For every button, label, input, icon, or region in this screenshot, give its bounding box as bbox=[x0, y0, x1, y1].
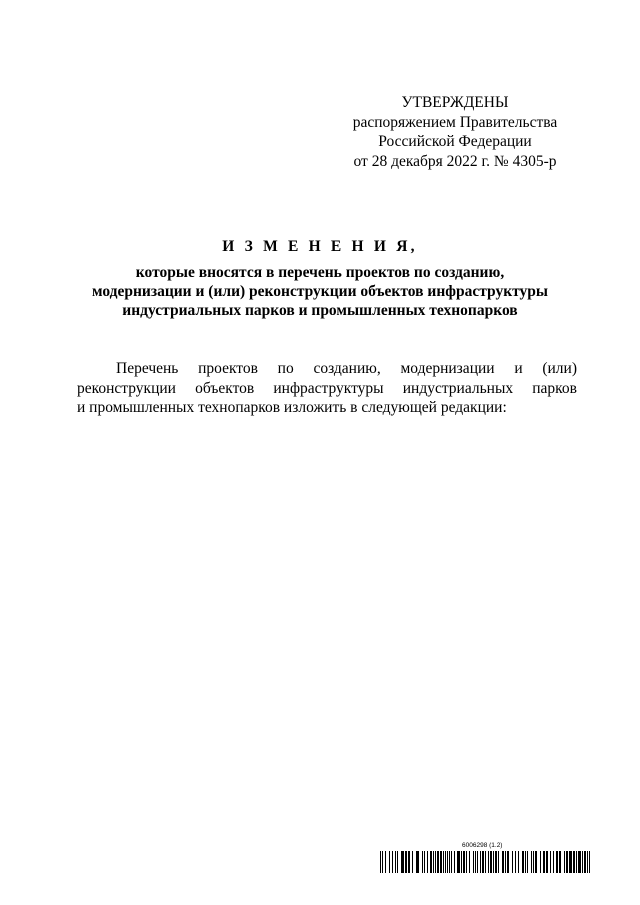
body-line-1: Перечень проектов по созданию, модернизации и (или) bbox=[116, 360, 577, 377]
approval-heading: УТВЕРЖДЕНЫ bbox=[401, 94, 509, 111]
approval-block bbox=[340, 93, 570, 171]
subtitle-line-2: модернизации и (или) реконструкции объектов инфраструктуры bbox=[91, 283, 549, 300]
approval-line-2: Российской Федерации bbox=[378, 133, 532, 150]
body-paragraph bbox=[77, 359, 577, 418]
barcode-number: 6006298 (1.2) bbox=[462, 842, 503, 849]
subtitle-line-1: которые вносятся в перечень проектов по созданию, bbox=[135, 264, 505, 281]
body-line-2: реконструкции объектов инфраструктуры индустриальных парков bbox=[77, 379, 577, 397]
approval-line-3: от 28 декабря 2022 г. № 4305-р bbox=[353, 152, 557, 170]
body-line-3: и промышленных технопарков изложить в следующей редакции: bbox=[77, 399, 507, 416]
approval-line-1: распоряжением Правительства bbox=[352, 113, 558, 131]
document-subtitle bbox=[60, 263, 580, 320]
subtitle-line-3: индустриальных парков и промышленных технопарков bbox=[122, 302, 518, 319]
barcode-image bbox=[380, 851, 590, 873]
document-title: И З М Е Н Е Н И Я, bbox=[222, 238, 418, 255]
